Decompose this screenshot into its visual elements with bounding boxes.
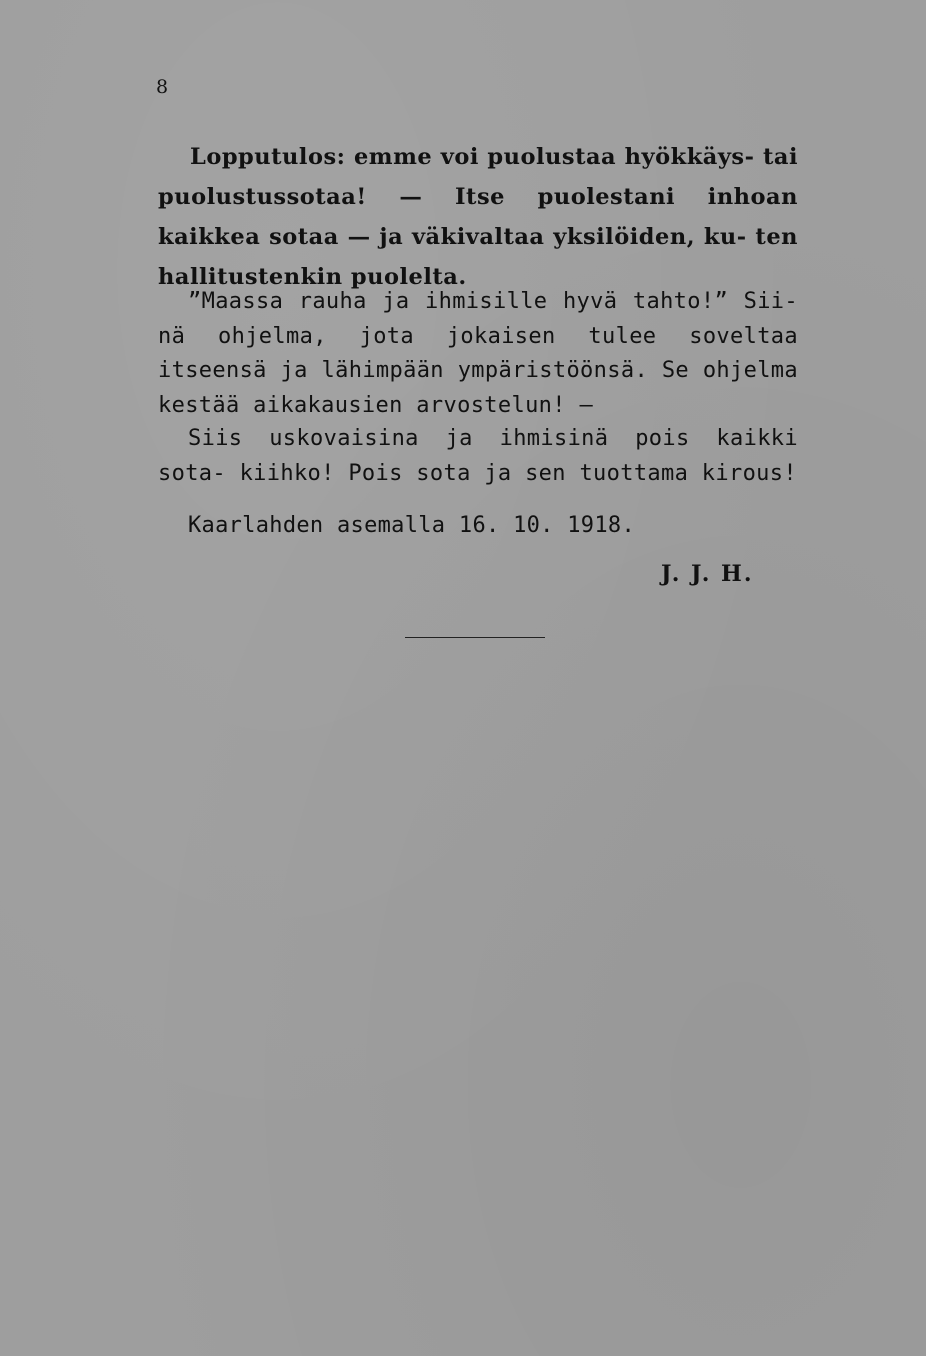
paragraph-closing: Siis uskovaisina ja ihmisinä pois kaikki sota- kiihko! Pois sota ja sen tuottama kirous! (158, 426, 798, 486)
author-initials: J. J. H. (661, 561, 754, 587)
place-date-line: Kaarlahden asemalla 16. 10. 1918. (188, 513, 635, 538)
end-rule (405, 637, 545, 638)
page-number: 8 (156, 76, 169, 98)
paragraph-peace-program: ”Maassa rauha ja ihmisille hyvä tahto!” Sii- nä ohjelma, jota jokaisen tulee soveltaa itseensä ja lähimpään ympäristöönsä. Se ohjelma kestää aikakausien arvostelun! — (158, 289, 798, 418)
paragraph-conclusion: Lopputulos: emme voi puolustaa hyökkäys- tai puolustussotaa! — Itse puolestani inhoan kaikkea sotaa — ja väkivaltaa yksilöiden, ku- ten hallitustenkin puolelta. (158, 144, 798, 290)
